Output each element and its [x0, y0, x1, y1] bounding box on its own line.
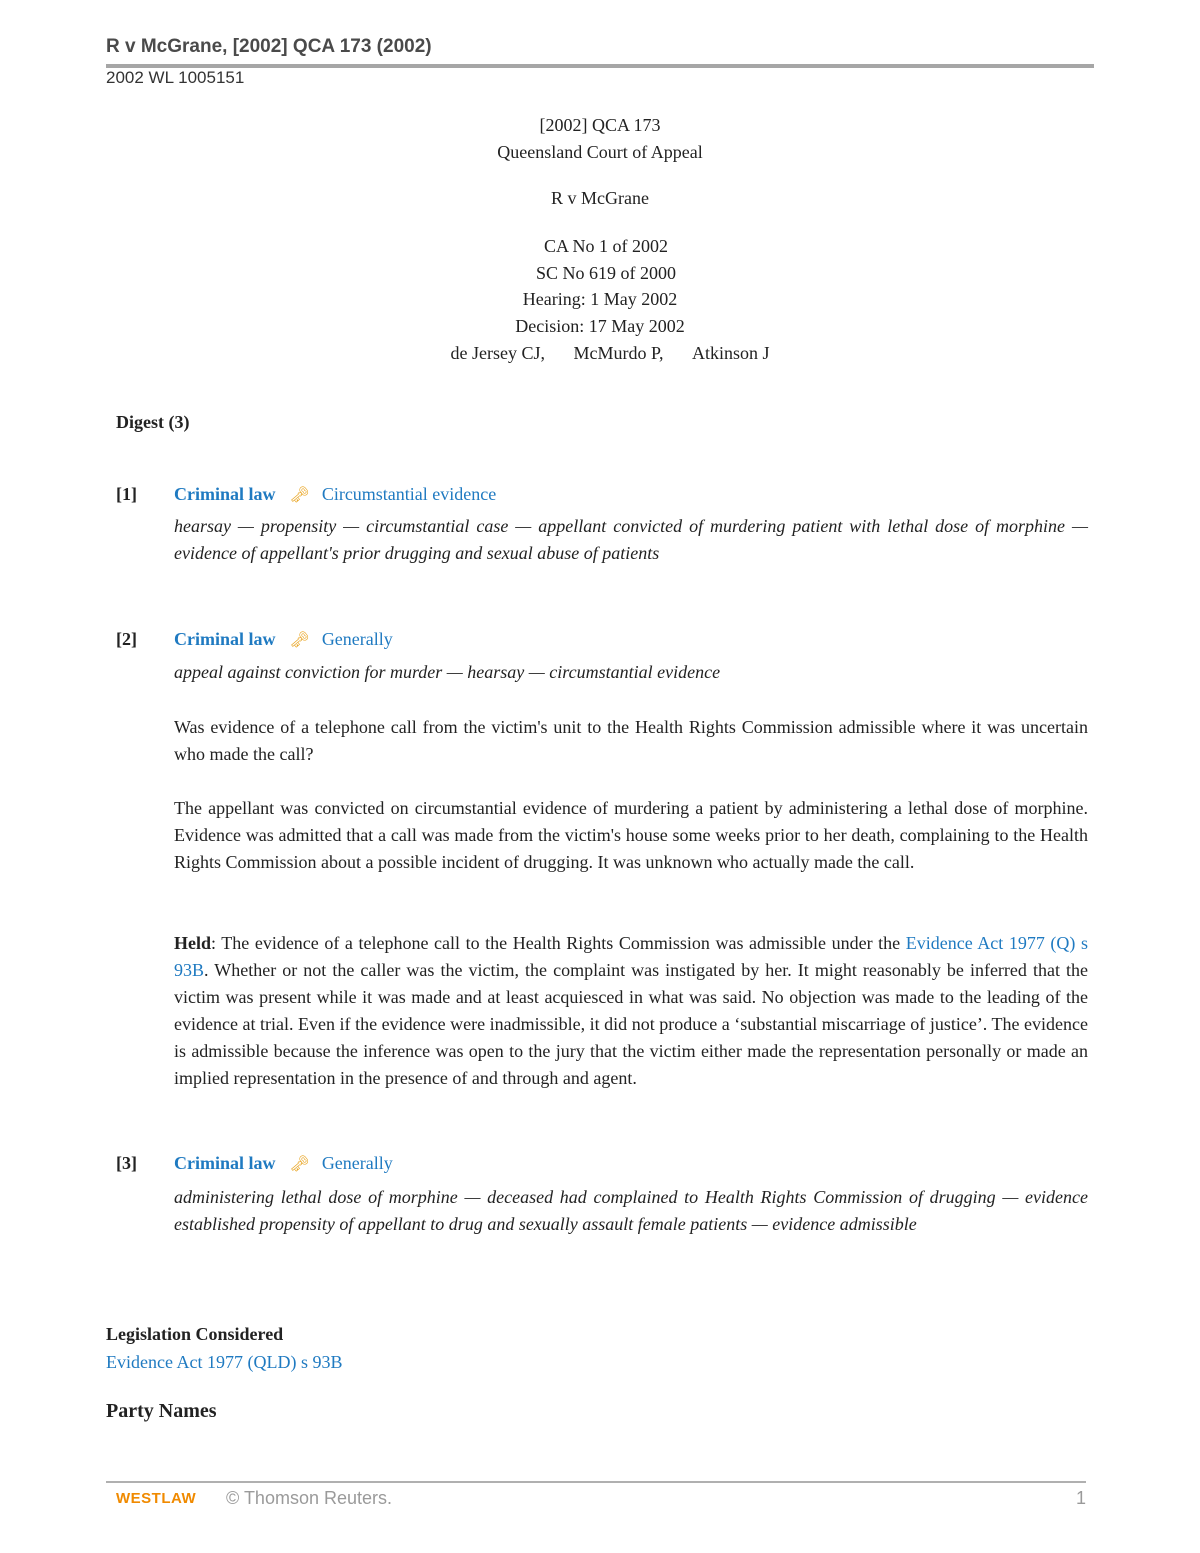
legislation-heading: Legislation Considered: [106, 1324, 284, 1344]
digest-entry-heading: [174, 1153, 393, 1174]
key-icon: 🗝: [289, 1156, 310, 1173]
held-text-continued: . Whether or not the caller was the victim, the complaint was instigated by her. It might reasonably be inferred that the victim was present while it was made and at least acquiesced in what was said. No objection was made to the leading of the evidence at trial. Even if the evidence were inadmissible, it did not produce a ‘substantial miscarriage of justice’. The evidence is admissible because the inference was open to the jury that the victim either made the representation personally or made an implied representation in the presence of and through and agent.: [174, 960, 1088, 1088]
westlaw-citation: 2002 WL 1005151: [106, 68, 245, 87]
digest-entry-heading: [174, 629, 393, 650]
digest-entry-number: [3]: [116, 1153, 137, 1173]
neutral-citation: [2002] QCA 173: [539, 115, 661, 135]
judge: Atkinson J: [691, 343, 770, 363]
question-paragraph: Was evidence of a telephone call from the victim's unit to the Health Rights Commission admissible where it was uncertain who made the call?: [174, 717, 1088, 764]
copyright-notice: © Thomson Reuters.: [226, 1488, 392, 1508]
page-number: 1: [1076, 1488, 1087, 1508]
sc-number: SC No 619 of 2000: [535, 263, 676, 283]
catchwords: appeal against conviction for murder — hearsay — circumstantial evidence: [174, 662, 721, 682]
held-paragraph: [174, 930, 1088, 1092]
catchwords: hearsay — propensity — circumstantial case — appellant convicted of murdering patient with lethal dose of morphine — evidence of appellant's prior drugging and sexual abuse of patients: [174, 516, 1088, 563]
facts-paragraph: The appellant was convicted on circumstantial evidence of murdering a patient by administering a lethal dose of morphine. Evidence was admitted that a call was made from the victim's house some weeks prior to her death, complaining to the Health Rights Commission about a possible incident of drugging. It was unknown who actually made the call.: [174, 798, 1088, 872]
catchwords: administering lethal dose of morphine — deceased had complained to Health Rights Commission of drugging — evidence established propensity of appellant to drug and sexually assault female patients — evidence admissible: [174, 1187, 1088, 1234]
hearing-date: Hearing: 1 May 2002: [522, 289, 678, 309]
judge: de Jersey CJ,: [450, 343, 545, 363]
party-names-heading: Party Names: [106, 1400, 217, 1422]
subtopic-link[interactable]: Circumstantial evidence: [321, 484, 497, 504]
legislation-link[interactable]: Evidence Act 1977 (QLD) s 93B: [106, 1352, 343, 1372]
westlaw-logo: WESTLAW: [116, 1490, 197, 1507]
footer-divider: [106, 1481, 1086, 1483]
held-label: Held: [174, 933, 212, 953]
document-title: R v McGrane, [2002] QCA 173 (2002): [106, 36, 432, 57]
court-name: Queensland Court of Appeal: [497, 142, 703, 162]
statute-link[interactable]: Evidence Act 1977 (Q) s 93B: [174, 933, 1089, 980]
header-divider: [106, 64, 1094, 68]
ca-number: CA No 1 of 2002: [543, 236, 668, 256]
held-text: : The evidence of a telephone call to the Health Rights Commission was admissible under the: [211, 933, 906, 953]
case-name: R v McGrane: [551, 188, 649, 208]
digest-heading: Digest (3): [116, 412, 190, 432]
subtopic-link[interactable]: Generally: [321, 629, 393, 649]
topic-link[interactable]: Criminal law: [174, 484, 276, 504]
key-icon: 🗝: [289, 487, 310, 504]
subtopic-link[interactable]: Generally: [321, 1153, 393, 1173]
digest-entry-number: [1]: [116, 484, 137, 504]
topic-link[interactable]: Criminal law: [174, 629, 276, 649]
key-icon: 🗝: [289, 632, 310, 649]
judges-line: [0, 343, 1200, 364]
digest-entry-number: [2]: [116, 629, 137, 649]
judge: McMurdo P,: [573, 343, 664, 363]
digest-entry-heading: [174, 484, 496, 505]
decision-date: Decision: 17 May 2002: [515, 316, 685, 336]
topic-link[interactable]: Criminal law: [174, 1153, 276, 1173]
